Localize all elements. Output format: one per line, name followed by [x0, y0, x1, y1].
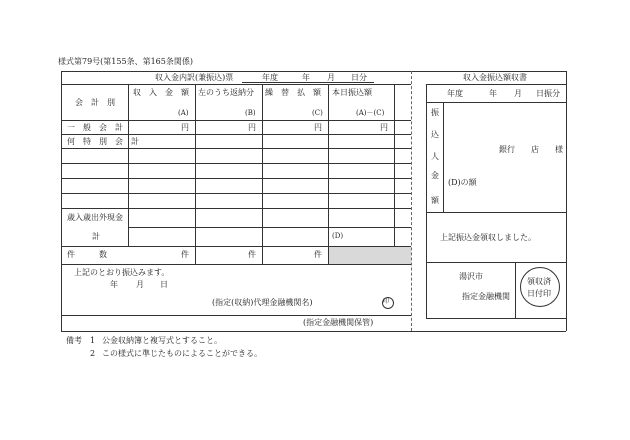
row-general-unit-d: 円 — [380, 123, 388, 132]
col-d-label: 本日振込額 — [332, 88, 372, 97]
right-m-label: 月 — [514, 89, 522, 98]
frame-left — [61, 71, 62, 331]
side-char-4: 金 — [431, 171, 439, 180]
row-total-d: (D) — [332, 232, 344, 240]
count-unit-a: 件 — [181, 250, 189, 259]
row-header-label: 会 計 別 — [75, 98, 115, 107]
table-line — [61, 134, 411, 135]
remarks-label: 備考 — [66, 336, 82, 345]
col-c-label: 繰 替 払 額 — [265, 88, 321, 97]
col-b-label: 左のうち返納分 — [198, 88, 254, 97]
stamp-line-1: 領収済 — [527, 277, 551, 286]
row-general-label: 一 般 会 計 — [67, 123, 123, 132]
table-vline — [262, 84, 263, 264]
row-surplus-label: 歳入歳出外現金 — [67, 213, 123, 222]
right-line — [426, 318, 566, 319]
right-line — [426, 102, 566, 103]
title-year-label: 年度 — [262, 73, 278, 82]
right-line — [426, 212, 566, 213]
left-title: 収入金内訳(兼振込)票 — [155, 73, 234, 82]
count-unit-b: 件 — [248, 250, 256, 259]
col-a-sub: (A) — [178, 109, 189, 117]
frame-bottom — [61, 331, 566, 332]
count-gray-cell — [329, 247, 411, 264]
table-line — [128, 227, 411, 228]
col-b-sub: (B) — [245, 109, 256, 117]
bank-suffix: 銀行 店 様 — [499, 145, 563, 154]
row-special-label: 何 特 別 会 計 — [67, 137, 139, 146]
table-vline — [195, 84, 196, 264]
table-vline — [128, 84, 129, 246]
received-note: 上記振込金領収しました。 — [440, 233, 536, 242]
remark-1-text: 公金収納簿と複写式とすること。 — [102, 336, 222, 345]
title-y-label: 年 — [302, 73, 310, 82]
remark-1-num: 1 — [90, 336, 96, 345]
remark-2-text: この様式に準じたものによることができる。 — [102, 349, 262, 358]
table-line — [61, 264, 411, 265]
table-line — [61, 84, 411, 85]
frame-top — [61, 71, 566, 72]
col-c-sub: (C) — [312, 109, 323, 117]
city-label: 湯沢市 — [459, 272, 483, 281]
table-line — [61, 193, 411, 194]
table-vline — [394, 84, 395, 264]
table-line — [61, 178, 411, 179]
right-frame-right — [566, 84, 567, 318]
right-y-label: 年 — [489, 89, 497, 98]
side-char-5: 額 — [431, 196, 439, 205]
keeper-label: (指定金融機関保管) — [303, 318, 374, 327]
row-total-label: 計 — [92, 232, 100, 241]
table-vline — [328, 84, 329, 264]
right-line — [426, 262, 566, 263]
right-side-divider — [443, 102, 444, 212]
side-char-1: 振 — [431, 108, 439, 117]
receipt-stamp-circle — [520, 267, 560, 307]
col-a-label: 収 入 金 額 — [133, 88, 189, 97]
table-line — [61, 148, 411, 149]
note-year: 年 — [110, 280, 118, 289]
row-count-label: 件 数 — [67, 250, 107, 259]
row-general-unit-a: 円 — [181, 123, 189, 132]
right-frame-left — [426, 84, 427, 318]
stamp-line-2: 日付印 — [527, 289, 551, 298]
right-stamp-divider — [515, 262, 516, 318]
right-title: 収入金振込額収書 — [463, 73, 527, 82]
form-number: 様式第79号(第155条、第165条関係) — [58, 57, 193, 66]
transfer-note: 上記のとおり振込みます。 — [74, 268, 170, 277]
note-day: 日 — [160, 280, 168, 289]
amount-label: (D)の額 — [448, 178, 477, 187]
col-d-sub: (A)－(C) — [356, 109, 385, 117]
count-unit-c: 件 — [314, 250, 322, 259]
row-general-unit-b: 円 — [248, 123, 256, 132]
right-line — [426, 84, 566, 85]
designated-bank-label: 指定金融機関 — [462, 292, 510, 301]
side-char-3: 人 — [431, 152, 439, 161]
table-line — [61, 163, 411, 164]
table-line — [61, 208, 411, 209]
note-month: 月 — [136, 280, 144, 289]
side-char-2: 込 — [431, 130, 439, 139]
seal-mark: 印 — [383, 298, 390, 305]
table-line — [61, 120, 411, 121]
right-d-label: 日振分 — [536, 89, 560, 98]
agent-bank-label: (指定(収納)代理金融機関名) — [212, 298, 313, 307]
title-d-label: 日分 — [351, 73, 367, 82]
cut-line — [411, 71, 412, 331]
right-year-label: 年度 — [447, 89, 463, 98]
remark-2-num: 2 — [90, 349, 96, 358]
title-m-label: 月 — [327, 73, 335, 82]
table-line — [61, 315, 411, 316]
row-general-unit-c: 円 — [314, 123, 322, 132]
